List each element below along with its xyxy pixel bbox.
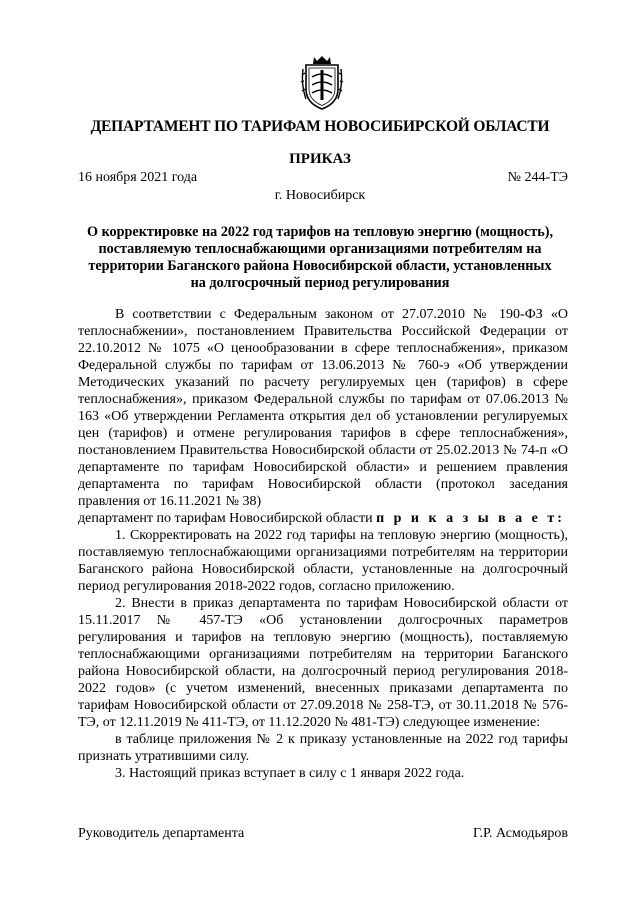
item-2-subitem: в таблице приложения № 2 к приказу установленные на 2022 год тарифы признать утратившими силу. bbox=[78, 732, 568, 764]
preamble-paragraph: В соответствии с Федеральным законом от 27.07.2010 № 190-ФЗ «О теплоснабжении», постановлением Правительства Российской Федерации от 22.10.2012 № 1075 «О ценообразовании в сфере теплоснабжения», приказом Федеральной службы по тарифам от 13.06.2013 № 760-э «Об утверждении Методических указаний по расчету регулируемых цен (тарифов) в сфере теплоснабжения», приказом Федеральной службы по тарифам от 07.06.2013 № 163 «Об утверждении Регламента открытия дел об установлении регулируемых цен (тарифов) и отмене регулирования тарифов в сфере теплоснабжения», постановлением Правительства Новосибирской области от 25.02.2013 № 74-п «О департаменте по тарифам Новосибирской области» и решением правления департамента по тарифам Новосибирской области (протокол заседания правления от 16.11.2021 № 38) bbox=[78, 307, 568, 509]
item-2: 2. Внести в приказ департамента по тарифам Новосибирской области от 15.11.2017 № 457-ТЭ «Об установлении долгосрочных параметров регулирования и тарифов на тепловую энергию (мощность), поставляемую теплоснабжающими организациями потребителям на территории Баганского района Новосибирской области, на долгосрочный период регулирования 2018-2022 годов» (с учетом изменений, внесенных приказами департамента по тарифам Новосибирской области от 27.09.2018 № 258-ТЭ, от 30.11.2018 № 576-ТЭ, от 12.11.2019 № 411-ТЭ, от 11.12.2020 № 481-ТЭ) следующее изменение: bbox=[78, 596, 568, 730]
item-1: 1. Скорректировать на 2022 год тарифы на тепловую энергию (мощность), поставляемую теплоснабжающими организациями потребителям на территории Баганского района Новосибирской области, установленные на долгосрочный период регулирования 2018-2022 годов, согласно приложению. bbox=[78, 528, 568, 594]
department-title: ДЕПАРТАМЕНТ ПО ТАРИФАМ НОВОСИБИРСКОЙ ОБЛАСТИ bbox=[90, 118, 550, 135]
order-city: г. Новосибирск bbox=[274, 188, 366, 203]
order-title: ПРИКАЗ bbox=[289, 151, 351, 167]
item-3: 3. Настоящий приказ вступает в силу с 1 января 2022 года. bbox=[115, 766, 465, 781]
order-date: 16 ноября 2021 года bbox=[78, 170, 198, 185]
order-body bbox=[78, 306, 568, 782]
order-subject: О корректировке на 2022 год тарифов на тепловую энергию (мощность), поставляемую теплоснабжающими организациями потребителям на территории Баганского района Новосибирской области, установленных на долгосрочный период регулирования bbox=[86, 224, 553, 291]
signature-role: Руководитель департамента bbox=[78, 826, 245, 841]
decree-word: п р и к а з ы в а е т: bbox=[376, 511, 565, 526]
order-number: № 244-ТЭ bbox=[507, 170, 568, 185]
signature-name: Г.Р. Асмодьяров bbox=[472, 826, 568, 841]
decree-intro: департамент по тарифам Новосибирской области bbox=[78, 511, 373, 526]
decree-line bbox=[78, 510, 568, 527]
coat-of-arms-icon bbox=[300, 55, 344, 111]
